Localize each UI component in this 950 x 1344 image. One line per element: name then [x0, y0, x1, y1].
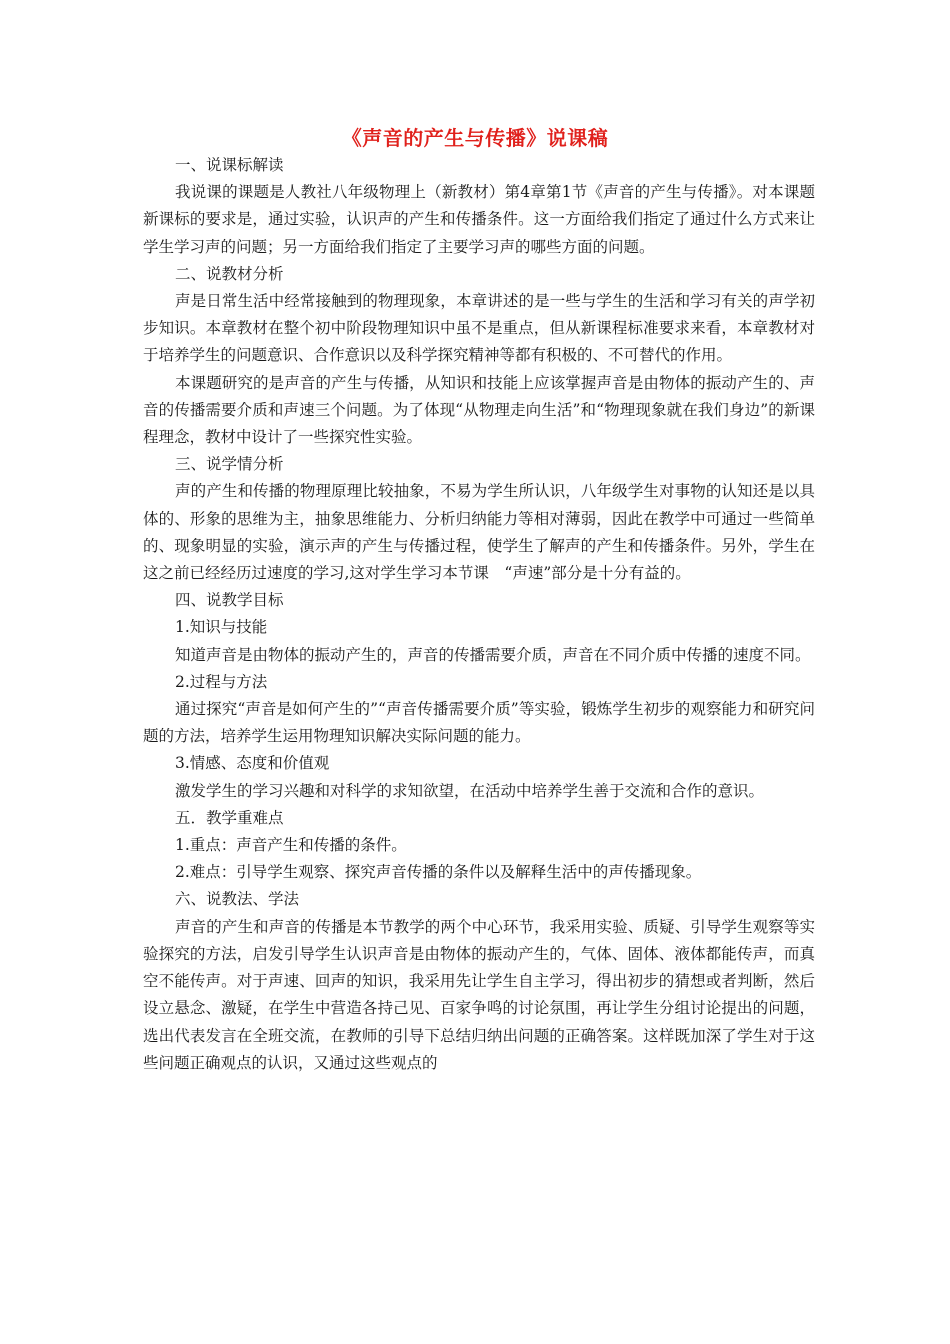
document-title: 《声音的产生与传播》说课稿 [341, 126, 609, 150]
section-heading-methods: 六、说教法、学法 [175, 890, 300, 909]
section-heading-students: 三、说学情分析 [175, 455, 284, 474]
subheading-knowledge: 1.知识与技能 [175, 618, 268, 637]
paragraph: 1.重点：声音产生和传播的条件。 [175, 836, 407, 855]
paragraph: 2.难点：引导学生观察、探究声音传播的条件以及解释生活中的声传播现象。 [175, 863, 702, 882]
subheading-process: 2.过程与方法 [175, 672, 268, 691]
section-heading-objectives: 四、说教学目标 [175, 591, 284, 610]
paragraph: 激发学生的学习兴趣和对科学的求知欲望，在活动中培养学生善于交流和合作的意识。 [175, 781, 765, 800]
paragraph: 声是日常生活中经常接触到的物理现象，本章讲述的是一些与学生的生活和学习有关的声学初步知识。本章教材在整个初中阶段物理知识中虽不是重点，但从新课程标准要求来看，本章教材对于培养学生的问题意识、合作意识以及科学探究精神等都有积极的、不可替代的作用。 [143, 292, 815, 365]
section-heading-standards: 一、说课标解读 [175, 156, 284, 174]
section-heading-textbook: 二、说教材分析 [175, 264, 284, 283]
subheading-attitude: 3.情感、态度和价值观 [175, 754, 330, 773]
section-heading-key-points: 五．教学重难点 [175, 808, 284, 827]
paragraph: 知道声音是由物体的振动产生的，声音的传播需要介质，声音在不同介质中传播的速度不同。 [175, 645, 811, 664]
paragraph: 声的产生和传播的物理原理比较抽象，不易为学生所认识，八年级学生对事物的认知还是以具体的、形象的思维为主，抽象思维能力、分析归纳能力等相对薄弱，因此在教学中可通过一些简单的、现象明显的实验，演示声的产生与传播过程，使学生了解声的产生和传播条件。另外，学生在这之前已经经历过速度的学习,这对学生学习本节课 “声速”部分是十分有益的。 [143, 482, 815, 583]
paragraph: 本课题研究的是声音的产生与传播，从知识和技能上应该掌握声音是由物体的振动产生的、声音的传播需要介质和声速三个问题。为了体现“从物理走向生活”和“物理现象就在我们身边”的新课程理念，教材中设计了一些探究性实验。 [143, 373, 815, 447]
paragraph: 通过探究“声音是如何产生的”“声音传播需要介质”等实验，锻炼学生初步的观察能力和研究问题的方法，培养学生运用物理知识解决实际问题的能力。 [143, 700, 815, 746]
document-body [143, 152, 815, 1077]
paragraph: 声音的产生和声音的传播是本节教学的两个中心环节，我采用实验、质疑、引导学生观察等实验探究的方法，启发引导学生认识声音是由物体的振动产生的，气体、固体、液体都能传声，而真空不能传声。对于声速、回声的知识，我采用先让学生自主学习，得出初步的猜想或者判断，然后设立悬念、激疑，在学生中营造各持己见、百家争鸣的讨论氛围，再让学生分组讨论提出的问题，选出代表发言在全班交流，在教师的引导下总结归纳出问题的正确答案。这样既加深了学生对于这些问题正确观点的认识，又通过这些观点的 [143, 917, 815, 1072]
paragraph: 我说课的课题是人教社八年级物理上（新教材）第4章第1节《声音的产生与传播》。对本课题新课标的要求是，通过实验，认识声的产生和传播条件。这一方面给我们指定了通过什么方式来让学生学习声的问题；另一方面给我们指定了主要学习声的哪些方面的问题。 [143, 183, 815, 256]
